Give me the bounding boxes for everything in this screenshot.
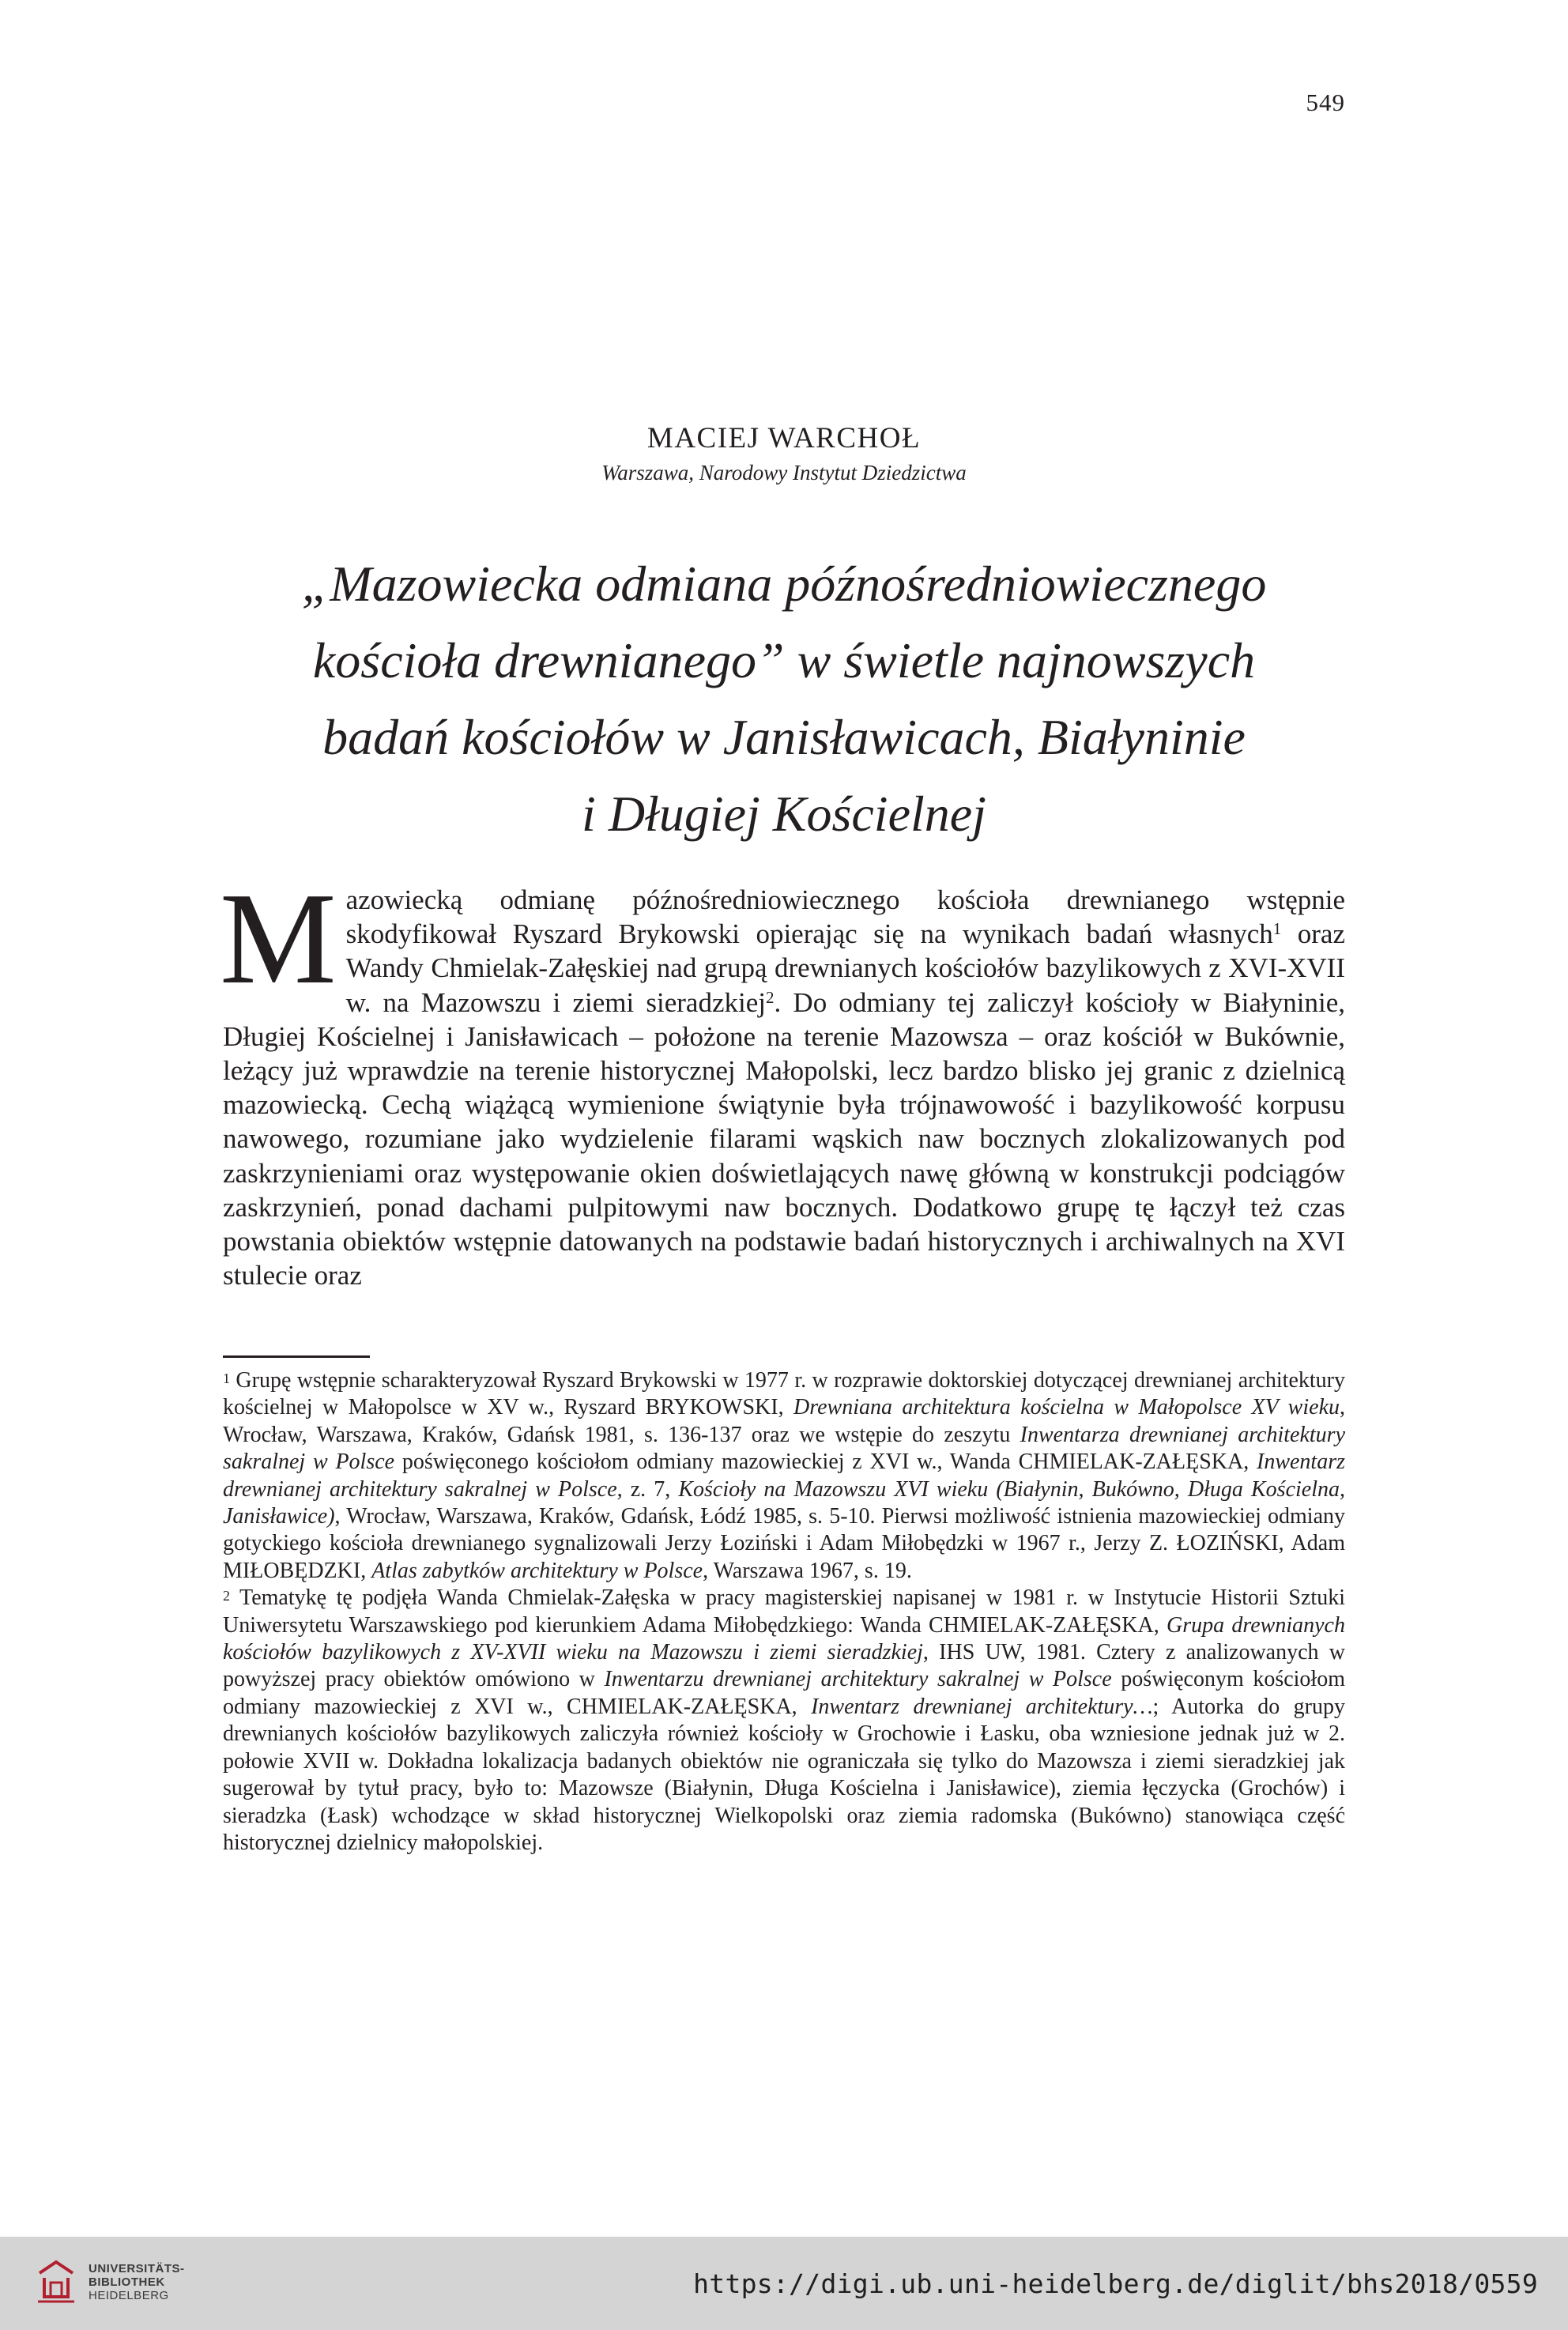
footer-bar [0, 2237, 1568, 2330]
title-line: i Długiej Kościelnej [582, 786, 986, 842]
footnote-title-italic: Atlas zabytków architektury w Polsce [371, 1558, 703, 1583]
author-block [0, 419, 1568, 487]
footnotes [223, 1367, 1345, 1857]
title-line: badań kościołów w Janisławicach, Białyninie [322, 709, 1246, 765]
footnote-title-italic: Grupa drewnianych kościołów bazylikowych z XV-XVII wieku na Mazowszu i ziemi sieradzkiej [223, 1612, 1345, 1665]
footnote-title-italic: Inwentarzu drewnianej architektury sakralnej w Polsce [604, 1667, 1112, 1692]
drop-cap: M [220, 865, 337, 1011]
logo-line: BIBLIOTHEK [89, 2275, 165, 2289]
ub-heidelberg-logo-icon [35, 2257, 77, 2306]
author-name: MACIEJ WARCHOŁ [646, 422, 922, 454]
footnote-text: , Wrocław, Warszawa, Kraków, Gdańsk, Łódź 1985, s. 5-10. Pierwsi możliwość istnienia mazowieckiej odmiany gotyckiego kościoła drewnianego sygnalizowali Jerzy Łoziński i Adam Miłobędzki w 1967 r., Jerzy Z. ŁOZIŃSKI, Adam MIŁOBĘDZKI, [223, 1504, 1345, 1583]
footnote-text: , IHS UW, 1981. Cztery z analizowanych w powyższej pracy obiektów omówiono w [223, 1640, 1345, 1692]
title-line: kościoła drewnianego” w świetle najnowszych [312, 632, 1256, 688]
title-line: „Mazowiecka odmiana późnośredniowiecznego [301, 556, 1267, 612]
footnote-separator [223, 1355, 370, 1358]
footnote-title-italic: Kościoły na Mazowszu XVI wieku (Białynin, Bukówno, Długa Kościelna, Janisławice) [223, 1476, 1345, 1529]
footnote-title-italic: Drewniana architektura kościelna w Małopolsce XV wieku [793, 1395, 1340, 1420]
footnote-text: Grupę wstępnie scharakteryzował Ryszard Brykowski w 1977 r. w rozprawie doktorskiej dotyczącej drewnianej architektury kościelnej w Małopolsce w XV w., Ryszard BRYKOWSKI, [223, 1368, 1345, 1420]
library-logo[interactable] [35, 2257, 185, 2306]
footnote-number: 1 [223, 1370, 230, 1386]
footnote-text: , Warszawa 1967, s. 19. [703, 1558, 912, 1583]
page-number: 549 [1306, 89, 1345, 116]
footnote-text: , Wrocław, Warszawa, Kraków, Gdańsk 1981, s. 136-137 oraz we wstępie do zeszytu [223, 1395, 1345, 1447]
footnote-ref-1[interactable]: 1 [1272, 919, 1282, 939]
source-url[interactable]: https://digi.ub.uni-heidelberg.de/diglit/bhs2018/0559 [693, 2268, 1538, 2299]
footnote-ref-2[interactable]: 2 [765, 987, 775, 1007]
library-logo-text [89, 2262, 185, 2302]
footnote-number: 2 [223, 1588, 230, 1604]
footnote-title-italic: Inwentarza drewnianej architektury sakralnej w Polsce [223, 1422, 1346, 1475]
footnote-title-italic: Inwentarz drewnianej architektury sakralnej w Polsce, [223, 1450, 1345, 1502]
body-text-part: . Do odmiany tej zaliczył kościoły w Białyninie, Długiej Kościelnej i Janisławicach – położone na terenie Mazowsza – oraz kościół w Bukównie, leżący już wprawdzie na terenie historycznej Małopolski, lecz bardzo blisko jej granic z dzielnicą mazowiecką. Cechą wiążącą wymienione świątynie była trójnawowość i bazylikowość korpusu nawowego, rozumiane jako wydzielenie filarami wąskich naw bocznych zlokalizowanych pod zaskrzynieniami oraz występowanie okien doświetlających nawę główną w konstrukcji podciągów zaskrzynień, ponad dachami pulpitowymi naw bocznych. Dodatkowo grupę tę łączył też czas powstania obiektów wstępnie datowanych na podstawie badań historycznych i archiwalnych na XVI stulecie oraz [223, 986, 1345, 1291]
body-text-part: azowiecką odmianę późnośredniowiecznego kościoła drewnianego wstępnie skodyfikował Ryszard Brykowski opierając się na wynikach badań własnych [345, 884, 1345, 950]
footnote-text: poświęconego kościołom odmiany mazowieckiej z XVI w., Wanda CHMIELAK-ZAŁĘSKA, [394, 1450, 1257, 1475]
footnote-title-italic: Inwentarz drewnianej architektury… [811, 1694, 1153, 1719]
footnote-1 [223, 1367, 1345, 1585]
logo-line: UNIVERSITÄTS- [89, 2261, 185, 2275]
body-text-part: oraz Wandy Chmielak-Załęskiej nad grupą drewnianych kościołów bazylikowych z XVI-XVII w. na Mazowszu i ziemi sieradzkiej [345, 918, 1345, 1018]
footnote-text: z. 7, [622, 1476, 679, 1502]
body-paragraph [220, 865, 1345, 1292]
footnote-text: ; Autorka do grupy drewnianych kościołów bazylikowych zaliczyła również kościoły w Grochowie i Łasku, oba wzniesione jednak już w 2. połowie XVII w. Dokładna lokalizacja badanych obiektów nie ograniczała się tylko do Mazowsza i ziemi sieradzkiej jak sugerował by tytuł pracy, było to: Mazowsze (Białynin, Długa Kościelna i Janisławice), ziemia łęczycka (Grochów) i sieradzka (Łask) wchodzące w skład historycznej Wielkopolski oraz ziemia radomska (Bukówno) stanowiąca część historycznej dzielnicy małopolskiej. [223, 1694, 1345, 1855]
article-title [158, 545, 1410, 852]
footnote-text: Tematykę tę podjęła Wanda Chmielak-Załęska w pracy magisterskiej napisanej w 1981 r. w Instytucie Historii Sztuki Uniwersytetu Warszawskiego pod kierunkiem Adama Miłobędzkiego: Wanda CHMIELAK-ZAŁĘSKA, [223, 1585, 1345, 1638]
author-affiliation: Warszawa, Narodowy Instytut Dziedzictwa [601, 461, 967, 484]
footnote-text: poświęconym kościołom odmiany mazowieckiej z XVI w., CHMIELAK-ZAŁĘSKA, [223, 1667, 1345, 1719]
logo-line: HEIDELBERG [89, 2288, 169, 2302]
footnote-2 [223, 1585, 1345, 1857]
